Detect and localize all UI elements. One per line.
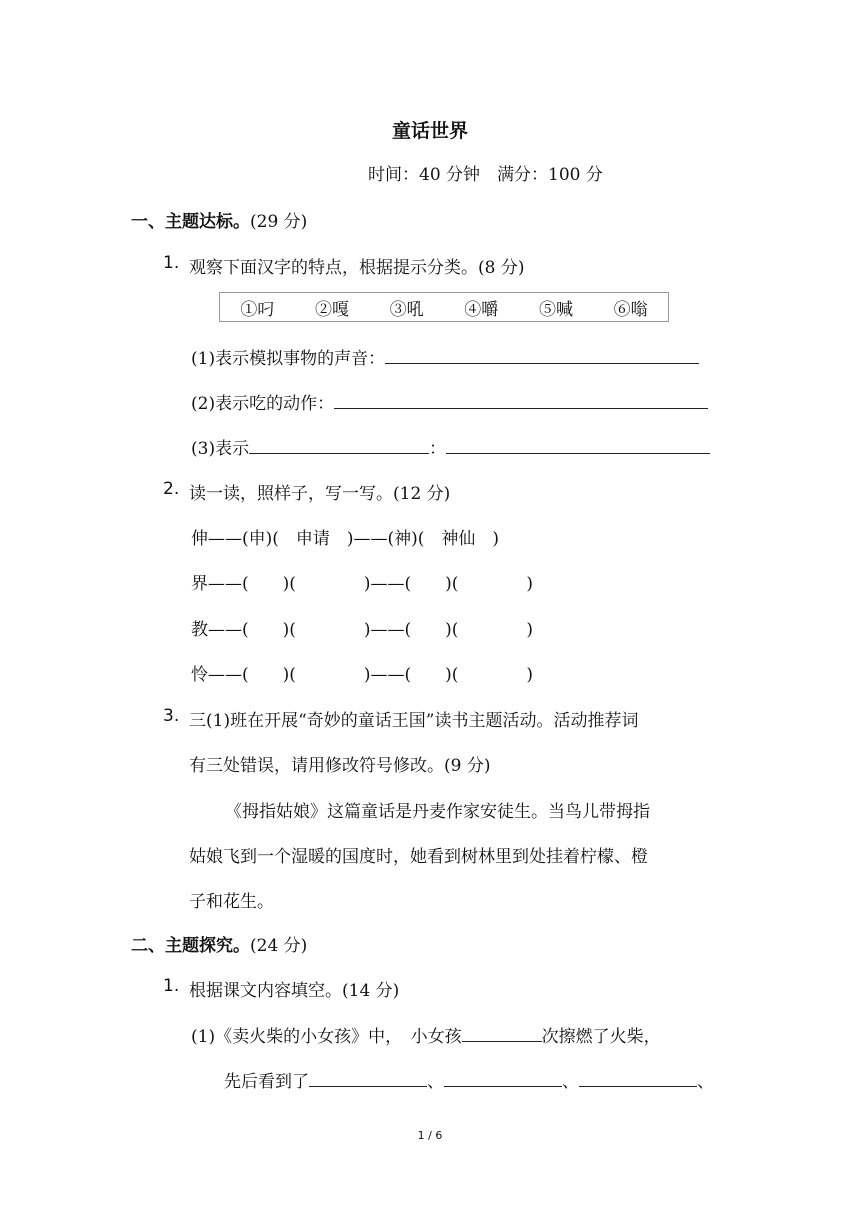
q2-row-3: 教——( )( )——( )( ) bbox=[191, 620, 534, 640]
q1-item-3-colon: ： bbox=[429, 439, 447, 459]
q3-line-1: 三(1)班在开展“奇妙的童话王国”读书主题活动。活动推荐词 bbox=[189, 711, 639, 731]
q2-row-4: 怜——( )( )——( )( ) bbox=[191, 665, 534, 685]
q3-passage-1: 《拇指姑娘》这篇童话是丹麦作家安徒生。当鸟儿带拇指 bbox=[225, 802, 650, 822]
section-2-label: 二、主题探究。 bbox=[131, 936, 250, 956]
q4-blank-b[interactable] bbox=[444, 1069, 562, 1087]
page-title: 童话世界 bbox=[391, 120, 468, 142]
q1-item-1 bbox=[191, 344, 699, 369]
character-box bbox=[219, 292, 669, 322]
q4-sep-1: 、 bbox=[427, 1072, 444, 1092]
q4-item-1-cont bbox=[224, 1067, 714, 1092]
q1-item-3 bbox=[191, 434, 710, 459]
q1-item-3-label: (3)表示 bbox=[191, 439, 250, 459]
section-1-score: (29 分) bbox=[250, 212, 308, 232]
time-score-info: 时间：40 分钟 满分：100 分 bbox=[368, 165, 603, 185]
q4-item-1-rest: 次擦燃了火柴， bbox=[541, 1027, 661, 1047]
section-2-score: (24 分) bbox=[250, 936, 308, 956]
q1-item-2 bbox=[191, 389, 708, 414]
q4-item-1 bbox=[191, 1022, 661, 1047]
q4-blank-c[interactable] bbox=[579, 1069, 697, 1087]
q3-passage-3: 子和花生。 bbox=[189, 892, 274, 912]
section-1-heading bbox=[131, 207, 307, 232]
char-1: ①叼 bbox=[240, 299, 275, 320]
q3-passage-2: 姑娘飞到一个湿暖的国度时，她看到树林里到处挂着柠檬、橙 bbox=[189, 847, 648, 867]
q4-item-1-label: (1)《卖火柴的小女孩》中， 小女孩 bbox=[191, 1027, 462, 1047]
char-6: ⑥嗡 bbox=[613, 299, 648, 320]
section-1-label: 一、主题达标。 bbox=[131, 212, 250, 232]
section-2-heading bbox=[131, 931, 307, 956]
q1-blank-3a[interactable] bbox=[249, 436, 429, 454]
page-number: 1 / 6 bbox=[417, 1129, 443, 1142]
q1-blank-1[interactable] bbox=[385, 346, 699, 364]
q2-row-1: 伸——(申)( 申请 )——(神)( 神仙 ) bbox=[191, 529, 500, 549]
char-5: ⑤喊 bbox=[538, 299, 573, 320]
q4-item-1-cont-label: 先后看到了 bbox=[224, 1072, 309, 1092]
q4-number: 1. bbox=[163, 976, 180, 996]
char-3: ③吼 bbox=[389, 299, 424, 320]
q2-number: 2. bbox=[163, 479, 180, 499]
char-2: ②嘎 bbox=[314, 299, 349, 320]
q3-number: 3. bbox=[163, 706, 180, 726]
q2-text: 读一读，照样子，写一写。(12 分) bbox=[189, 484, 451, 504]
q2-row-2: 界——( )( )——( )( ) bbox=[191, 574, 534, 594]
q4-sep-2: 、 bbox=[562, 1072, 579, 1092]
q4-sep-3: 、 bbox=[697, 1072, 714, 1092]
q3-line-2: 有三处错误，请用修改符号修改。(9 分) bbox=[189, 756, 491, 776]
q1-blank-2[interactable] bbox=[334, 391, 708, 409]
q4-blank-a[interactable] bbox=[309, 1069, 427, 1087]
q1-item-1-label: (1)表示模拟事物的声音： bbox=[191, 349, 386, 369]
q1-blank-3b[interactable] bbox=[446, 436, 710, 454]
q1-number: 1. bbox=[163, 253, 180, 273]
q4-blank-count[interactable] bbox=[462, 1024, 542, 1042]
q4-text: 根据课文内容填空。(14 分) bbox=[189, 981, 400, 1001]
q1-item-2-label: (2)表示吃的动作： bbox=[191, 394, 335, 414]
char-4: ④嚼 bbox=[464, 299, 499, 320]
q1-text: 观察下面汉字的特点，根据提示分类。(8 分) bbox=[189, 258, 525, 278]
